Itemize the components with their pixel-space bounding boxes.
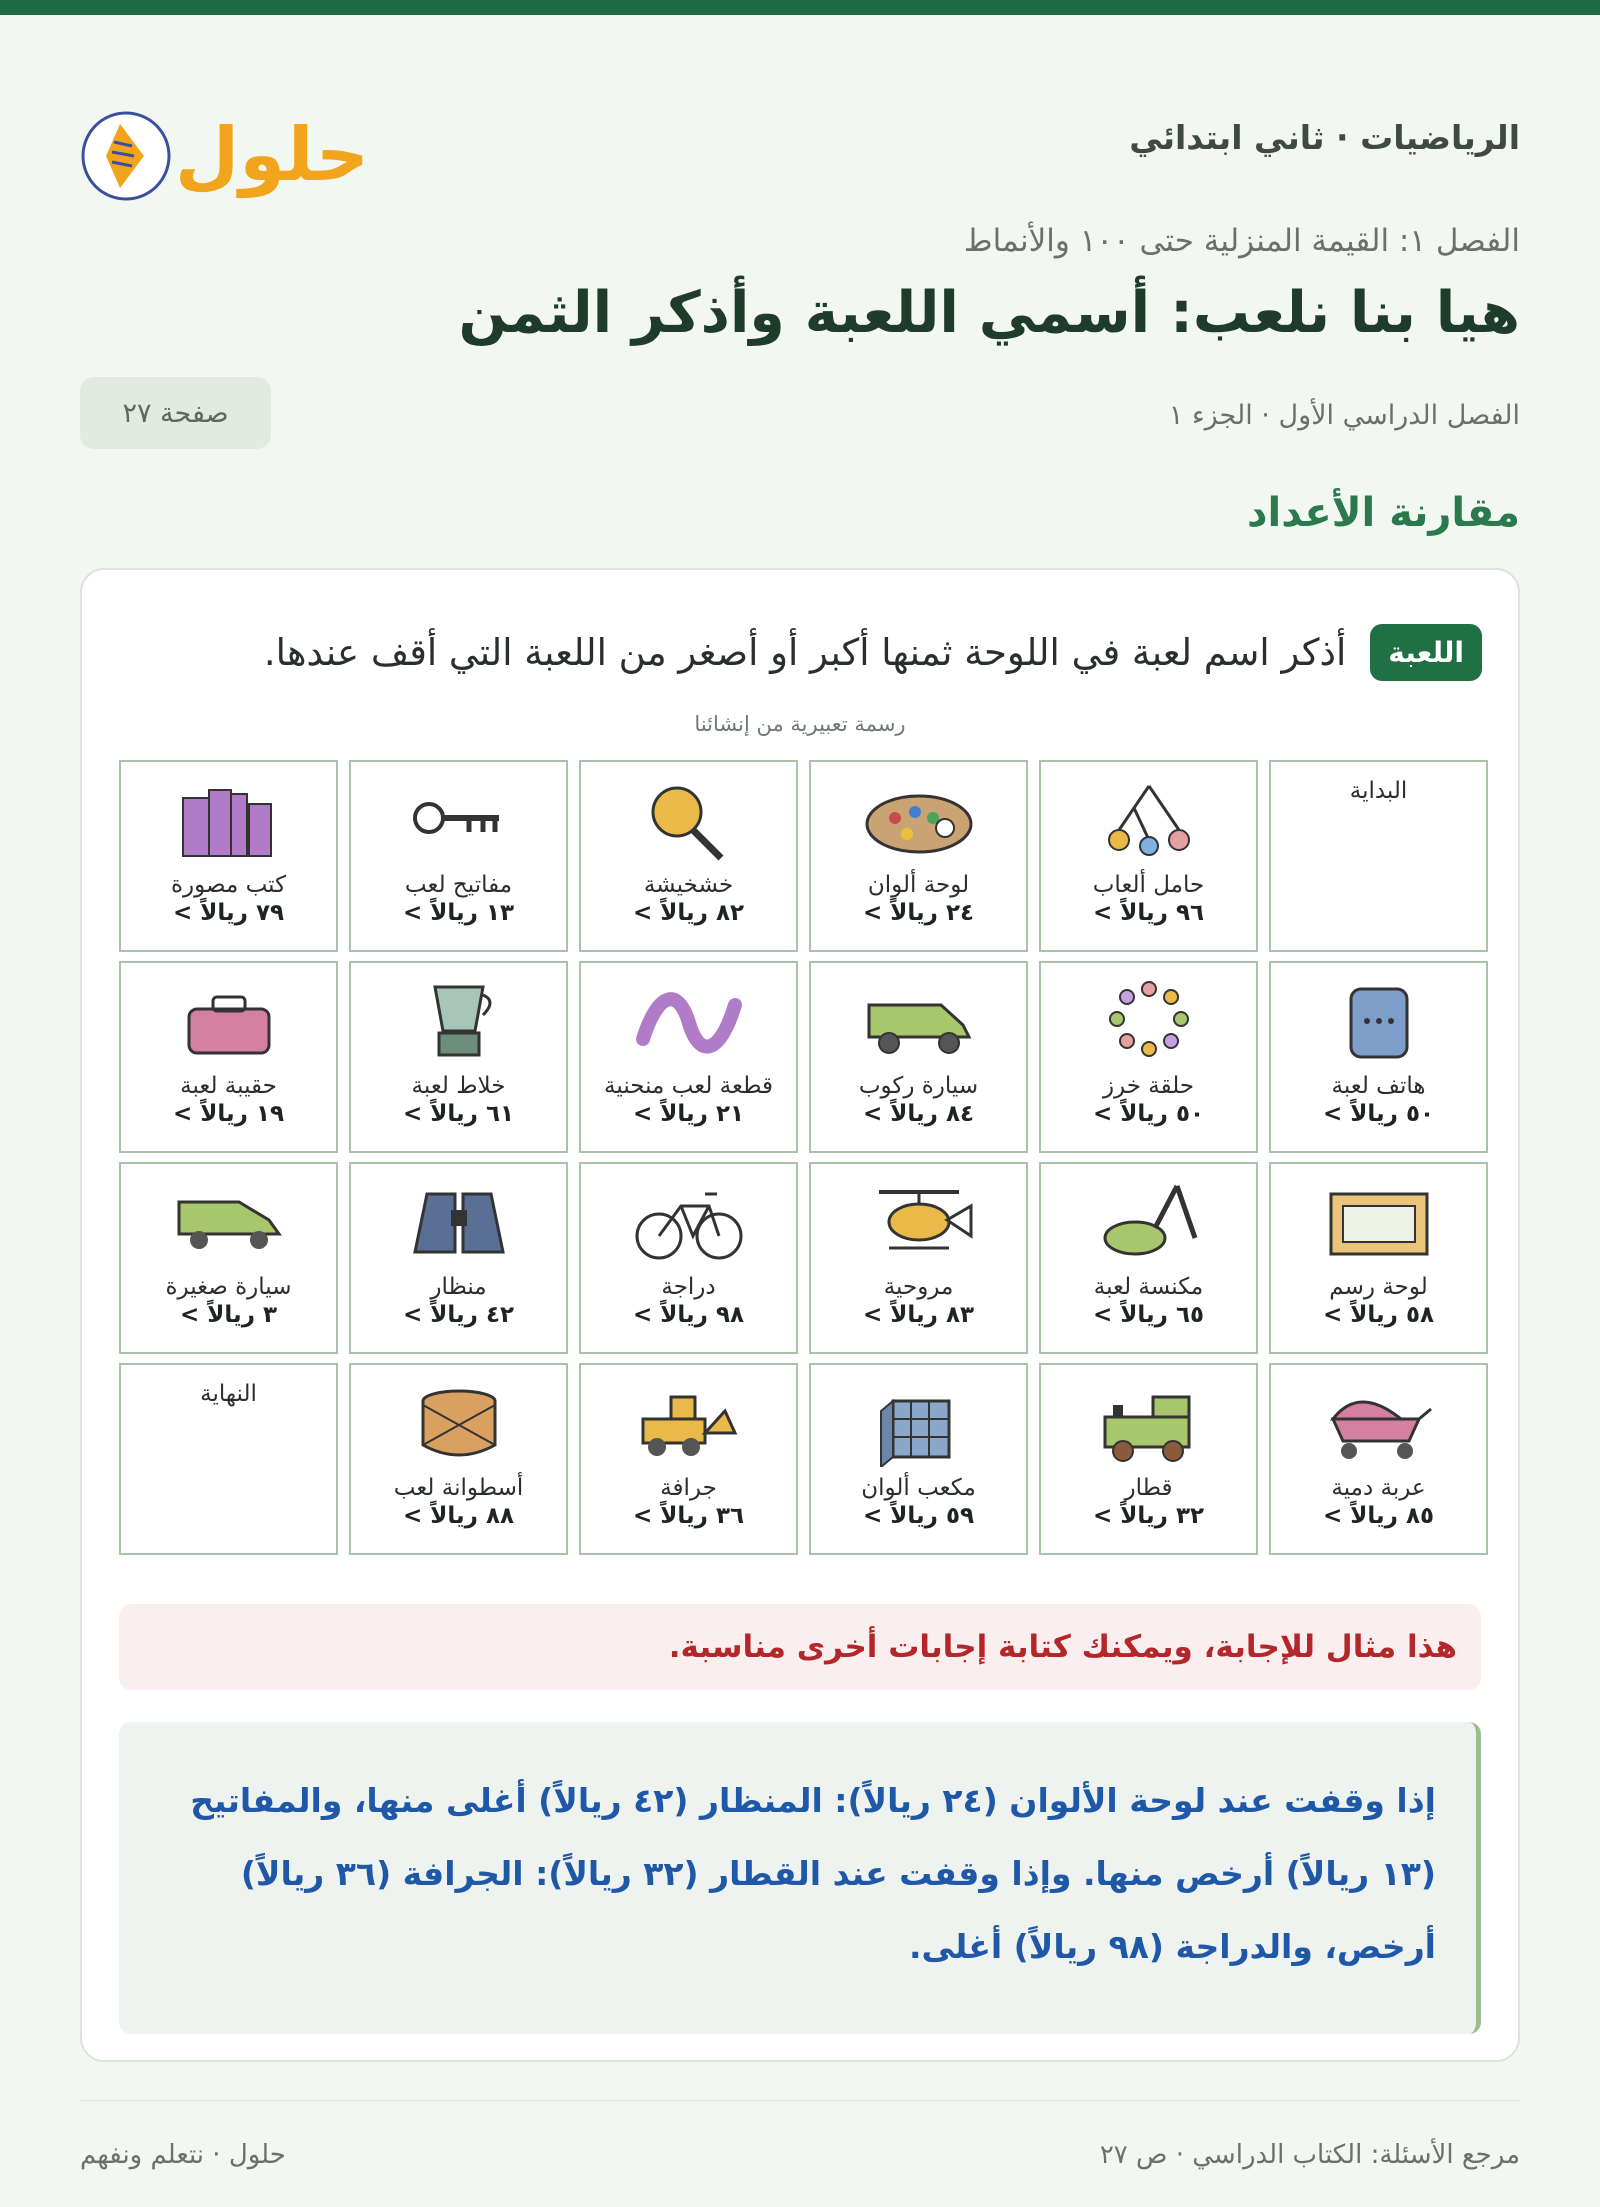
- toy-price: ٢٤ ريالاً >: [863, 899, 975, 926]
- cube-icon: [859, 1381, 979, 1467]
- toy-name: مكعب ألوان: [861, 1475, 976, 1501]
- subject-grade-label: الرياضيات · ثاني ابتدائي: [1129, 118, 1520, 157]
- board-start-cell: [1269, 760, 1488, 952]
- board-cell: [809, 1162, 1028, 1354]
- toy-name: قطار: [1124, 1475, 1173, 1501]
- footer-divider: [80, 2100, 1520, 2101]
- toy-name: منظار: [430, 1274, 487, 1300]
- toy-name: كتب مصورة: [170, 872, 287, 898]
- toy-price: ٣ ريالاً >: [180, 1301, 277, 1328]
- toy-price: ٨٣ ريالاً >: [863, 1301, 975, 1328]
- rattle-icon: [629, 778, 749, 864]
- board-cell: [809, 1363, 1028, 1555]
- footer-reference: مرجع الأسئلة: الكتاب الدراسي · ص ٢٧: [1099, 2140, 1520, 2170]
- toy-name: أسطوانة لعب: [393, 1475, 524, 1501]
- toy-price: ٦٥ ريالاً >: [1093, 1301, 1205, 1328]
- board-cell: [1039, 961, 1258, 1153]
- toy-name: جرافة: [660, 1475, 717, 1501]
- chapter-title: الفصل ١: القيمة المنزلية حتى ١٠٠ والأنماط: [963, 223, 1520, 259]
- board-cell: [119, 961, 338, 1153]
- toy-price: ٨٢ ريالاً >: [633, 899, 745, 926]
- answer-box: [119, 1722, 1481, 2034]
- board-cell: [579, 1162, 798, 1354]
- toy-name: دراجة: [661, 1274, 716, 1300]
- curve-icon: [629, 979, 749, 1065]
- frame-icon: [1319, 1180, 1439, 1266]
- section-title: مقارنة الأعداد: [1247, 490, 1520, 536]
- board-cell: [1269, 1363, 1488, 1555]
- exercise-card: [80, 568, 1520, 2062]
- board-cell: [809, 961, 1028, 1153]
- start-label: البداية: [1349, 778, 1408, 804]
- board-cell: [119, 760, 338, 952]
- logo-text: حلول: [175, 112, 370, 198]
- board-cell: [1039, 1162, 1258, 1354]
- ride-car-icon: [859, 979, 979, 1065]
- toy-price: ٨٨ ريالاً >: [403, 1502, 515, 1529]
- footer-brand: حلول · نتعلم ونفهم: [80, 2140, 286, 2170]
- board-cell: [349, 961, 568, 1153]
- toy-price: ٧٩ ريالاً >: [173, 899, 285, 926]
- board-cell: [579, 760, 798, 952]
- toy-name: حقيبة لعبة: [180, 1073, 277, 1099]
- broom-icon: [1089, 1180, 1209, 1266]
- board-cell: [119, 1162, 338, 1354]
- drum-icon: [399, 1381, 519, 1467]
- page-header: [80, 60, 1520, 198]
- train-icon: [1089, 1381, 1209, 1467]
- toy-name: سيارة صغيرة: [165, 1274, 292, 1300]
- toy-name: لوحة رسم: [1329, 1274, 1428, 1300]
- toy-price: ٦١ ريالاً >: [403, 1100, 515, 1127]
- toy-name: مكنسة لعبة: [1093, 1274, 1204, 1300]
- toy-name: حلقة خرز: [1102, 1073, 1195, 1099]
- board-cell: [349, 1363, 568, 1555]
- toy-price: ٨٤ ريالاً >: [863, 1100, 975, 1127]
- toy-name: حامل ألعاب: [1092, 872, 1205, 898]
- toy-name: لوحة ألوان: [867, 872, 970, 898]
- toy-name: مروحية: [883, 1274, 954, 1300]
- logo-emblem-icon: [80, 110, 172, 202]
- toy-name: سيارة ركوب: [858, 1073, 979, 1099]
- board-cell: [579, 961, 798, 1153]
- mobile-icon: [1089, 778, 1209, 864]
- answer-text: إذا وقفت عند لوحة الألوان (٢٤ ريالاً): المنظار (٤٢ ريالاً) أغلى منها، والمفاتيح (١٣ ريالاً) أرخص منها. وإذا وقفت عند القطار (٣٢ ريالاً): الجرافة (٣٦ ريالاً) أرخص، والدراجة (٩٨ ريالاً) أغلى.: [190, 1781, 1436, 1966]
- board-cell: [349, 1162, 568, 1354]
- question-text: أذكر اسم لعبة في اللوحة ثمنها أكبر أو أصغر من اللعبة التي أقف عندها.: [263, 631, 1347, 674]
- bulldozer-icon: [629, 1381, 749, 1467]
- end-label: النهاية: [200, 1381, 257, 1407]
- binoculars-icon: [399, 1180, 519, 1266]
- lesson-title: هيا بنا نلعب: أسمي اللعبة وأذكر الثمن: [458, 280, 1520, 346]
- toy-price: ٥٨ ريالاً >: [1323, 1301, 1435, 1328]
- phone-icon: [1319, 979, 1439, 1065]
- books-icon: [169, 778, 289, 864]
- question-tag: اللعبة: [1370, 624, 1482, 681]
- key-icon: [399, 778, 519, 864]
- toy-price: ٤٢ ريالاً >: [403, 1301, 515, 1328]
- toy-price: ٩٨ ريالاً >: [633, 1301, 745, 1328]
- small-car-icon: [169, 1180, 289, 1266]
- board-cell: [1039, 760, 1258, 952]
- term-label: الفصل الدراسي الأول · الجزء ١: [1168, 400, 1520, 431]
- board-end-cell: [119, 1363, 338, 1555]
- palette-icon: [859, 778, 979, 864]
- game-board: [119, 760, 1488, 1553]
- toy-name: قطعة لعب منحنية: [604, 1073, 773, 1099]
- illustration-caption: رسمة تعبيرية من إنشائنا: [694, 712, 906, 736]
- board-cell: [1269, 961, 1488, 1153]
- toy-price: ١٣ ريالاً >: [403, 899, 515, 926]
- toy-price: ١٩ ريالاً >: [173, 1100, 285, 1127]
- toy-price: ٣٦ ريالاً >: [633, 1502, 745, 1529]
- toy-name: هاتف لعبة: [1331, 1073, 1426, 1099]
- board-cell: [1039, 1363, 1258, 1555]
- board-cell: [349, 760, 568, 952]
- bicycle-icon: [629, 1180, 749, 1266]
- toy-name: خلاط لعبة: [411, 1073, 506, 1099]
- toy-name: مفاتيح لعب: [404, 872, 513, 898]
- page-number-badge: صفحة ٢٧: [80, 377, 271, 449]
- hulul-logo: [80, 100, 370, 210]
- top-accent-bar: [0, 0, 1600, 15]
- toy-name: عربة دمية: [1331, 1475, 1426, 1501]
- helicopter-icon: [859, 1180, 979, 1266]
- toy-price: ٥٩ ريالاً >: [863, 1502, 975, 1529]
- example-note-text: هذا مثال للإجابة، ويمكنك كتابة إجابات أخرى مناسبة.: [668, 1629, 1457, 1665]
- toy-price: ٥٠ ريالاً >: [1323, 1100, 1435, 1127]
- question: [264, 624, 1482, 681]
- board-cell: [1269, 1162, 1488, 1354]
- toy-price: ٣٢ ريالاً >: [1093, 1502, 1205, 1529]
- board-cell: [809, 760, 1028, 952]
- toy-price: ٨٥ ريالاً >: [1323, 1502, 1435, 1529]
- toy-price: ٢١ ريالاً >: [633, 1100, 745, 1127]
- example-note: [119, 1604, 1481, 1690]
- board-cell: [579, 1363, 798, 1555]
- toy-price: ٩٦ ريالاً >: [1093, 899, 1205, 926]
- toy-name: خشخيشة: [643, 872, 734, 898]
- toy-price: ٥٠ ريالاً >: [1093, 1100, 1205, 1127]
- bag-icon: [169, 979, 289, 1065]
- stroller-icon: [1319, 1381, 1439, 1467]
- beads-icon: [1089, 979, 1209, 1065]
- blender-icon: [399, 979, 519, 1065]
